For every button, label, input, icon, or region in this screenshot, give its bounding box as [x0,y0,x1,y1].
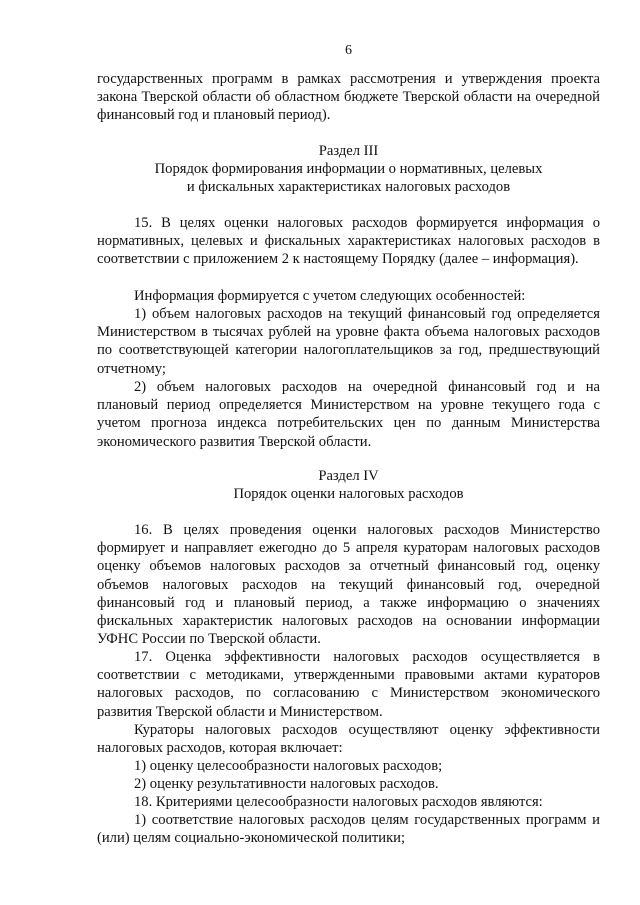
section-3-heading: Раздел III [318,143,379,159]
paragraph-16: 16. В целях проведения оценки налоговых расходов Министерство формирует и направляет ежегодно до 5 апреля кураторам налоговых расходов оценку объемов налоговых расходов за отчетный финансовый год, оценку объемов налоговых расходов на текущий финансовый год, очередной финансовый год и плановый период, а также информацию о значениях фискальных характеристик налоговых расходов на основании информации УФНС России по Тверской области. [97,522,600,648]
section-4-title: Порядок оценки налоговых расходов [233,486,464,502]
section-3-title-line-1: Порядок формирования информации о нормативных, целевых [154,161,543,177]
section-3-item-1: 1) объем налоговых расходов на текущий финансовый год определяется Министерством в тысячах рублей на уровне факта объема налоговых расходов по соответствующей категории налогоплательщиков за год, предшествующий отчетному; [97,306,600,377]
intro-paragraph: государственных программ в рамках рассмотрения и утверждения проекта закона Тверской области об областном бюджете Тверской области на очередной финансовый год и плановый период). [97,71,600,124]
section-4-item-1: 1) оценку целесообразности налоговых расходов; [134,758,443,774]
paragraph-15: 15. В целях оценки налоговых расходов формируется информация о нормативных, целевых и фискальных характеристиках налоговых расходов в соответствии с приложением 2 к настоящему Порядку (далее – информация). [97,215,600,268]
paragraph-info: Информация формируется с учетом следующих особенностей: [134,288,526,304]
section-4-item-2: 2) оценку результативности налоговых расходов. [134,776,439,792]
paragraph-17: 17. Оценка эффективности налоговых расходов осуществляется в соответствии с методиками, утвержденными правовыми актами кураторов налоговых расходов, по согласованию с Министерством экономического развития Тверской области и Министерством. [97,649,600,720]
paragraph-18: 18. Критериями целесообразности налоговых расходов являются: [134,794,543,810]
section-3-item-2: 2) объем налоговых расходов на очередной финансовый год и на плановый период определяется Министерством на уровне текущего года с учетом прогноза индекса потребительских цен по данным Министерства экономического развития Тверской области. [97,379,600,450]
paragraph-18-item-1: 1) соответствие налоговых расходов целям государственных программ и (или) целям социально-экономической политики; [97,812,600,847]
section-4-heading: Раздел IV [318,468,379,484]
section-3-title-line-2: и фискальных характеристиках налоговых расходов [186,179,511,195]
paragraph-curators: Кураторы налоговых расходов осуществляют оценку эффективности налоговых расходов, которая включает: [97,722,600,757]
page-number: 6 [345,43,352,58]
